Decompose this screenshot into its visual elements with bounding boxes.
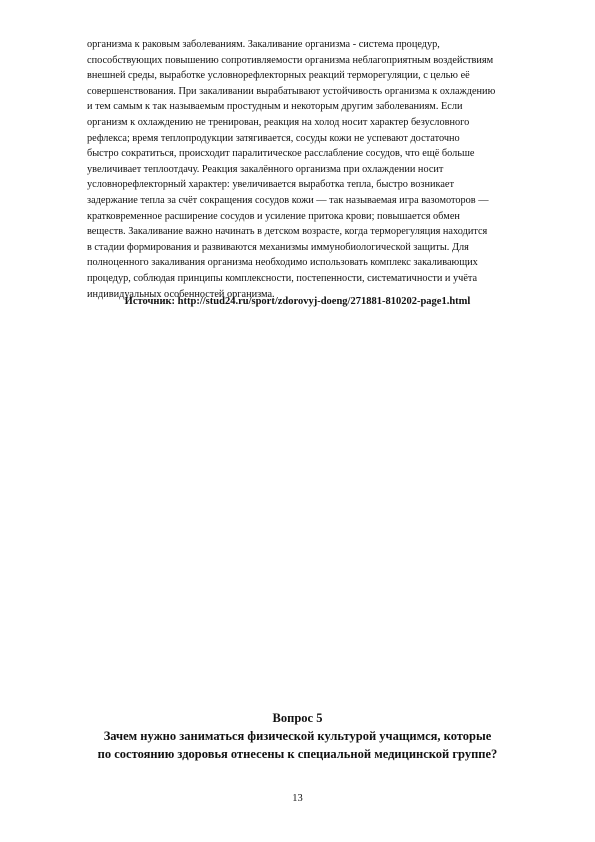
body-line: в стадии формирования и развиваются механизмы иммунобиологической защиты. Для [87,241,469,253]
body-line: кратковременное расширение сосудов и усиление притока крови; повышается обмен [87,210,460,222]
body-line: способствующих повышению сопротивляемости организма неблагоприятным воздействиям [87,54,494,66]
body-line: организма к раковым заболеваниям. Закаливание организма - система процедур, [87,39,440,50]
body-line: условнорефлекторный характер: увеличивается выработка тепла, быстро возникает [87,179,455,191]
question-heading [0,709,595,763]
body-line: увеличивает теплоотдачу. Реакция закалённого организма при охлаждении носит [87,163,444,175]
body-paragraph [87,37,553,302]
body-line: рефлекса; время теплопродукции затягивается, сосуды кожи не успевают достаточно [87,132,460,144]
body-line: внешней среды, выработке условнорефлекторных реакций терморегуляции, с целью её [87,70,470,82]
question-text-line: по состоянию здоровья отнесены к специальной медицинской группе? [97,747,498,761]
question-text-line: Зачем нужно заниматься физической культурой учащимся, которые [103,729,492,743]
body-line: организм к охлаждению не тренирован, реакция на холод носит характер безусловного [87,116,470,128]
body-line: индивидуальных особенностей организма. [87,288,275,300]
question-number: Вопрос 5 [272,711,323,725]
body-line: быстро сократиться, происходит паралитическое расслабление сосудов, что ещё больше [87,148,475,160]
page-number: 13 [292,793,303,804]
source-citation: Источник: http://stud24.ru/sport/zdorovyj-doeng/271881-810202-page1.html [124,296,471,307]
body-line: процедур, соблюдая принципы комплексности, постепенности, систематичности и учёта [87,272,478,284]
body-line: задержание тепла за счёт сокращения сосудов кожи — так называемая игра вазомоторов — [87,194,489,206]
body-line: совершенствования. При закаливании вырабатывают устойчивость организма к охлаждению [87,85,496,97]
body-line: и тем самым к так называемым простудным и некоторым другим заболеваниям. Если [87,101,463,113]
body-line: веществ. Закаливание важно начинать в детском возрасте, когда терморегуляция находится [87,226,488,238]
body-line: полноценного закаливания организма необходимо использовать комплекс закаливающих [87,257,478,269]
